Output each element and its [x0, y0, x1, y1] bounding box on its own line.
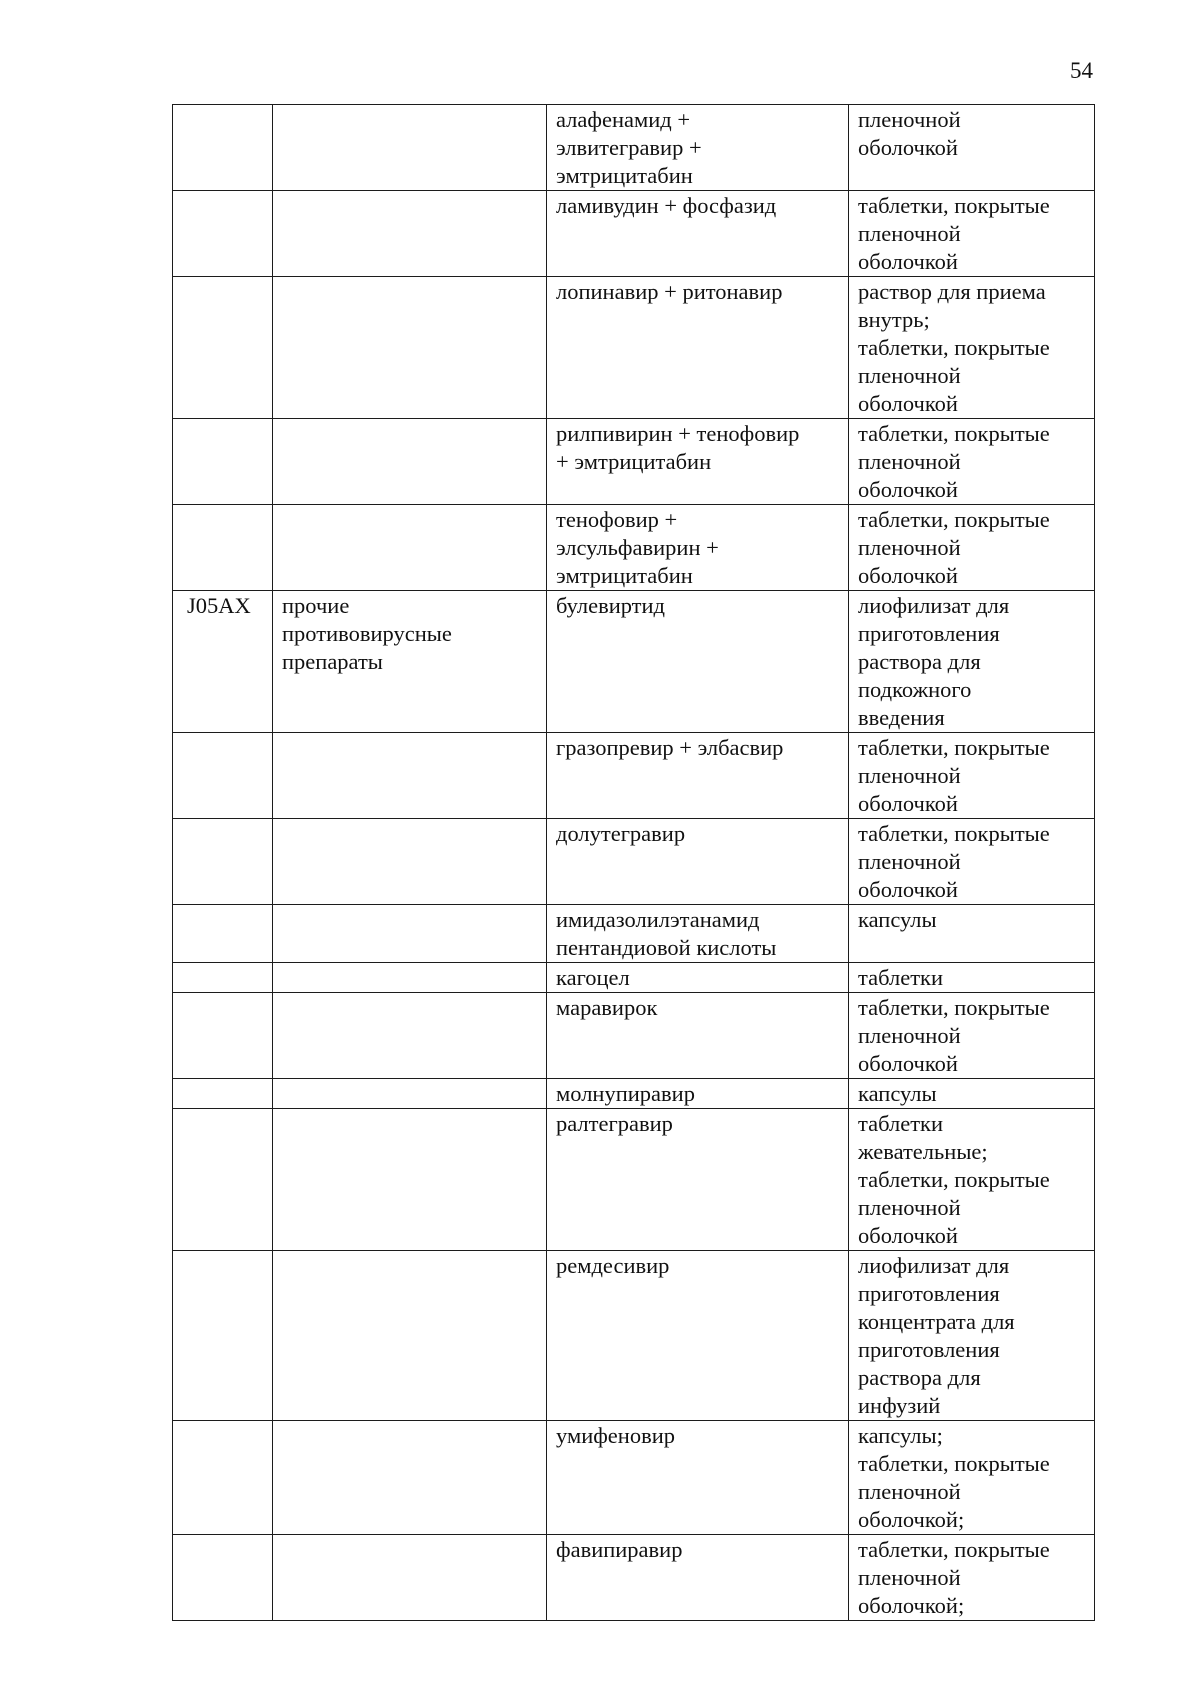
atc-code-cell	[173, 191, 273, 277]
drug-name-cell: долутегравир	[547, 819, 849, 905]
atc-code-cell	[173, 105, 273, 191]
group-name-cell	[273, 819, 547, 905]
dosage-form-cell: таблетки, покрытые пленочной оболочкой;	[849, 1535, 1095, 1621]
drug-name-cell: тенофовир + элсульфавирин + эмтрицитабин	[547, 505, 849, 591]
group-name-cell	[273, 105, 547, 191]
drug-name-cell: маравирок	[547, 993, 849, 1079]
table-row	[173, 1109, 1095, 1251]
group-name-cell	[273, 733, 547, 819]
dosage-form-cell: таблетки, покрытые пленочной оболочкой	[849, 819, 1095, 905]
atc-code-cell	[173, 819, 273, 905]
table-row	[173, 591, 1095, 733]
group-name-cell: прочие противовирусные препараты	[273, 591, 547, 733]
table-row	[173, 1421, 1095, 1535]
group-name-cell	[273, 963, 547, 993]
atc-code-cell	[173, 1079, 273, 1109]
atc-code-cell	[173, 1421, 273, 1535]
atc-code-cell	[173, 733, 273, 819]
table-row	[173, 505, 1095, 591]
group-name-cell	[273, 277, 547, 419]
dosage-form-cell: лиофилизат для приготовления концентрата для приготовления раствора для инфузий	[849, 1251, 1095, 1421]
table-row	[173, 905, 1095, 963]
table-row	[173, 419, 1095, 505]
table-row	[173, 963, 1095, 993]
drug-name-cell: имидазолилэтанамид пентандиовой кислоты	[547, 905, 849, 963]
drug-name-cell: алафенамид + элвитегравир + эмтрицитабин	[547, 105, 849, 191]
group-name-cell	[273, 905, 547, 963]
group-name-cell	[273, 993, 547, 1079]
atc-code-cell	[173, 905, 273, 963]
drug-name-cell: ламивудин + фосфазид	[547, 191, 849, 277]
atc-code-cell	[173, 419, 273, 505]
dosage-form-cell: лиофилизат для приготовления раствора для подкожного введения	[849, 591, 1095, 733]
atc-code-cell	[173, 963, 273, 993]
drug-name-cell: ремдесивир	[547, 1251, 849, 1421]
drug-name-cell: лопинавир + ритонавир	[547, 277, 849, 419]
table-row	[173, 733, 1095, 819]
dosage-form-cell: капсулы	[849, 905, 1095, 963]
group-name-cell	[273, 191, 547, 277]
dosage-form-cell: пленочной оболочкой	[849, 105, 1095, 191]
atc-code-cell	[173, 277, 273, 419]
drug-table	[172, 104, 1095, 1621]
dosage-form-cell: раствор для приема внутрь; таблетки, покрытые пленочной оболочкой	[849, 277, 1095, 419]
page-number: 54	[1070, 58, 1093, 83]
group-name-cell	[273, 1079, 547, 1109]
group-name-cell	[273, 419, 547, 505]
drug-name-cell: кагоцел	[547, 963, 849, 993]
table-row	[173, 105, 1095, 191]
atc-code-cell	[173, 993, 273, 1079]
drug-name-cell: ралтегравир	[547, 1109, 849, 1251]
table-row	[173, 1251, 1095, 1421]
group-name-cell	[273, 1109, 547, 1251]
dosage-form-cell: таблетки жевательные; таблетки, покрытые пленочной оболочкой	[849, 1109, 1095, 1251]
dosage-form-cell: капсулы; таблетки, покрытые пленочной оболочкой;	[849, 1421, 1095, 1535]
group-name-cell	[273, 1251, 547, 1421]
table-row	[173, 819, 1095, 905]
table-row	[173, 993, 1095, 1079]
drug-name-cell: фавипиравир	[547, 1535, 849, 1621]
drug-name-cell: гразопревир + элбасвир	[547, 733, 849, 819]
drug-name-cell: рилпивирин + тенофовир + эмтрицитабин	[547, 419, 849, 505]
atc-code-cell	[173, 1535, 273, 1621]
atc-code-cell: J05AX	[173, 591, 273, 733]
group-name-cell	[273, 505, 547, 591]
drug-name-cell: булевиртид	[547, 591, 849, 733]
drug-name-cell: умифеновир	[547, 1421, 849, 1535]
dosage-form-cell: таблетки, покрытые пленочной оболочкой	[849, 733, 1095, 819]
dosage-form-cell: капсулы	[849, 1079, 1095, 1109]
table-row	[173, 1535, 1095, 1621]
table-row	[173, 191, 1095, 277]
group-name-cell	[273, 1535, 547, 1621]
dosage-form-cell: таблетки, покрытые пленочной оболочкой	[849, 993, 1095, 1079]
table-row	[173, 1079, 1095, 1109]
dosage-form-cell: таблетки, покрытые пленочной оболочкой	[849, 191, 1095, 277]
atc-code-cell	[173, 1251, 273, 1421]
table-row	[173, 277, 1095, 419]
atc-code-cell	[173, 505, 273, 591]
table-body	[173, 105, 1095, 1621]
atc-code-cell	[173, 1109, 273, 1251]
group-name-cell	[273, 1421, 547, 1535]
dosage-form-cell: таблетки, покрытые пленочной оболочкой	[849, 505, 1095, 591]
dosage-form-cell: таблетки	[849, 963, 1095, 993]
dosage-form-cell: таблетки, покрытые пленочной оболочкой	[849, 419, 1095, 505]
drug-name-cell: молнупиравир	[547, 1079, 849, 1109]
